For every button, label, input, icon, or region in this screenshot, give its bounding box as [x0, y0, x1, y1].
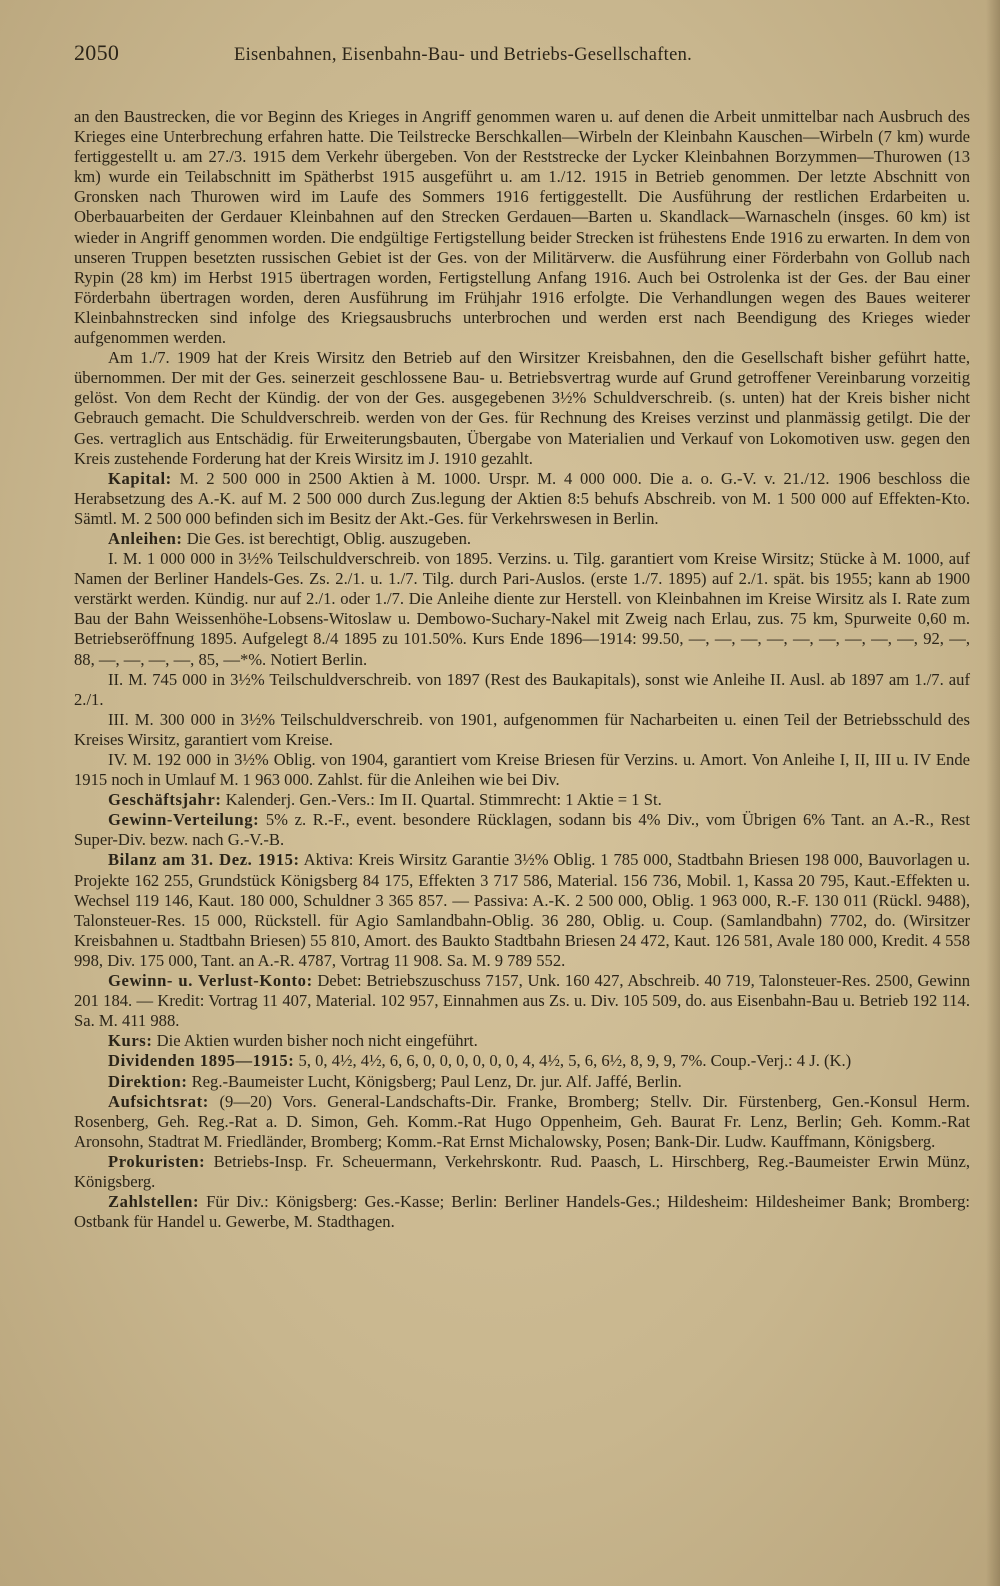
- paragraph-anleihe-2: II. M. 745 000 in 3½% Teilschuldverschreib. von 1897 (Rest des Baukapitals), sonst wie Anleihe II. Ausl. ab 1897 am 1./7. auf 2./1.: [74, 669, 970, 709]
- paragraph-gewinn-verteilung: Gewinn-Verteilung: 5% z. R.-F., event. besondere Rücklagen, sodann bis 4% Div., vom Übrigen 6% Tant. an A.-R., Rest Super-Div. bezw. nach G.-V.-B.: [74, 810, 970, 850]
- page-number: 2050: [74, 40, 120, 65]
- paragraph-kurs: Kurs: Die Aktien wurden bisher noch nicht eingeführt.: [108, 1031, 478, 1051]
- paragraph-construction: an den Baustrecken, die vor Beginn des Krieges in Angriff genommen waren u. auf denen die Arbeit unmittelbar nach Ausbruch des Krieges eine Unterbrechung erfahren hatte. Die Teilstrecke Berschkallen—Wirbeln der Kleinbahn Kauschen—Wirbeln (7 km) wurde fertiggestellt u. am 27./3. 1915 dem Verkehr übergeben. Von der Reststrecke der Lycker Kleinbahnen Borzymmen—Thurowen (13 km) wurde ein Teilabschnitt im Spätherbst 1915 ausgeführt u. am 1./12. 1915 in Betrieb genommen. Der letzte Abschnitt von Gronsken nach Thurowen wird im Laufe des Sommers 1916 fertiggestellt. Die Ausführung der restlichen Erdarbeiten u. Oberbauarbeiten der Gerdauer Kleinbahnen auf den Strecken Gerdauen—Barten u. Skandlack—Warnascheln (insges. 60 km) ist wieder in Angriff genommen worden. Die endgültige Fertigstellung beider Strecken ist frühestens Ende 1916 zu erwarten. In dem von unseren Truppen besetzten russischen Gebiet ist der Ges. von der Militärverw. die Ausführung einer Förderbahn von Gollub nach Rypin (28 km) im Herbst 1915 übertragen worden, Fertigstellung Anfang 1916. Auch bei Ostrolenka ist der Ges. der Bau einer Förderbahn übertragen worden, deren Ausführung im Frühjahr 1916 erfolgte. Die Verhandlungen wegen des Baues weiterer Kleinbahnstrecken sind infolge des Kriegsausbruchs unterbrochen und werden erst nach Beendigung des Krieges wieder aufgenommen werden.: [74, 107, 970, 348]
- paragraph-prokuristen: Prokuristen: Betriebs-Insp. Fr. Scheuermann, Verkehrskontr. Rud. Paasch, L. Hirschberg, Reg.-Baumeister Erwin Münz, Königsberg.: [74, 1151, 970, 1191]
- paragraph-wirsitz: Am 1./7. 1909 hat der Kreis Wirsitz den Betrieb auf den Wirsitzer Kreisbahnen, den die Gesellschaft bisher geführt hatte, übernommen. Der mit der Ges. seinerzeit geschlossene Bau- u. Betriebsvertrag wurde auf Grund getroffener Vereinbarung vorzeitig gelöst. Von dem Recht der Kündig. der von der Ges. ausgegebenen 3½% Schuldverschreib. (s. unten) hat der Kreis bisher nicht Gebrauch gemacht. Die Schuldverschreib. werden von der Ges. für Rechnung des Kreises verzinst und planmässig getilgt. Die der Ges. vertraglich aus Entschädig. für Erweiterungsbauten, Übergabe von Materialien und Verkauf von Lokomotiven usw. gegen den Kreis zustehende Forderung hat der Kreis Wirsitz im J. 1910 gezahlt.: [74, 348, 970, 468]
- paragraph-anleihe-3: III. M. 300 000 in 3½% Teilschuldverschreib. von 1901, aufgenommen für Nacharbeiten u. einen Teil der Betriebsschuld des Kreises Wirsitz, garantiert vom Kreise.: [74, 709, 970, 749]
- paragraph-dividenden: Dividenden 1895—1915: 5, 0, 4½, 4½, 6, 6, 0, 0, 0, 0, 0, 0, 4, 4½, 5, 6, 6½, 8, 9, 9, 7%. Coup.-Verj.: 4 J. (K.): [108, 1051, 852, 1071]
- paragraph-gewinn-verlust: Gewinn- u. Verlust-Konto: Debet: Betriebszuschuss 7157, Unk. 160 427, Abschreib. 40 719, Talonsteuer-Res. 2500, Gewinn 201 184. — Kredit: Vortrag 11 407, Material. 102 957, Einnahmen aus Zs. u. Div. 105 509, do. aus Eisenbahn-Bau u. Betrieb 192 114. Sa. M. 411 988.: [74, 971, 970, 1031]
- paragraph-geschaeftsjahr: Geschäftsjahr: Kalenderj. Gen.-Vers.: Im II. Quartal. Stimmrecht: 1 Aktie = 1 St.: [108, 790, 662, 810]
- page-header: [74, 40, 970, 84]
- paragraph-bilanz: Bilanz am 31. Dez. 1915: Aktiva: Kreis Wirsitz Garantie 3½% Oblig. 1 785 000, Stadtbahn Briesen 198 000, Bauvorlagen u. Projekte 162 255, Grundstück Königsberg 84 175, Effekten 3 717 586, Material. 156 736, Mobil. 1, Kassa 20 795, Kaut.-Effekten u. Wechsel 119 146, Kaut. 180 000, Schuldner 3 365 857. — Passiva: A.-K. 2 500 000, Oblig. 1 963 000, R.-F. 130 011 (Rückl. 9488), Talonsteuer-Res. 15 000, Rückstell. für Agio Samlandbahn-Oblig. 36 280, Oblig. u. Coup. (Samlandbahn) 7702, do. (Wirsitzer Kreisbahnen u. Stadtbahn Briesen) 55 810, Amort. des Baukto Stadtbahn Briesen 24 472, Kaut. 126 581, Avale 180 000, Kredit. 4 558 998, Div. 175 000, Tant. an A.-R. 4787, Vortrag 11 908. Sa. M. 9 789 552.: [74, 850, 970, 970]
- paragraph-direktion: Direktion: Reg.-Baumeister Lucht, Königsberg; Paul Lenz, Dr. jur. Alf. Jaffé, Berlin.: [108, 1071, 682, 1091]
- paragraph-anleihen: Anleihen: Die Ges. ist berechtigt, Oblig. auszugeben.: [108, 528, 472, 548]
- page-edge-shadow: [986, 0, 1000, 1586]
- paragraph-anleihe-4: IV. M. 192 000 in 3½% Oblig. von 1904, garantiert vom Kreise Briesen für Verzins. u. Amort. Von Anleihe I, II, III u. IV Ende 1915 noch in Umlauf M. 1 963 000. Zahlst. für die Anleihen wie bei Div.: [74, 750, 970, 790]
- paragraph-anleihe-1: I. M. 1 000 000 in 3½% Teilschuldverschreib. von 1895. Verzins. u. Tilg. garantiert vom Kreise Wirsitz; Stücke à M. 1000, auf Namen der Berliner Handels-Ges. Zs. 2./1. u. 1./7. Tilg. durch Pari-Auslos. (erste 1./7. 1895) auf 2./1. spät. bis 1955; kann ab 1900 verstärkt werden. Kündig. nur auf 2./1. oder 1./7. Die Anleihe diente zur Herstell. von Kleinbahnen im Kreise Wirsitz als I. Rate zum Bau der Bahn Weissenhöhe-Lobsens-Witoslaw u. Dembowo-Suchary-Nakel mit Zweig nach Erlau, zus. 75 km, Spurweite 0,60 m. Betriebseröffnung 1895. Aufgelegt 8./4 1895 zu 101.50%. Kurs Ende 1896—1914: 99.50, —, —, —, —, —, —, —, —, —, 92, —, 88, —, —, —, —, 85, —*%. Notiert Berlin.: [74, 549, 970, 669]
- paragraph-zahlstellen: Zahlstellen: Für Div.: Königsberg: Ges.-Kasse; Berlin: Berliner Handels-Ges.; Hildesheim: Hildesheimer Bank; Bromberg: Ostbank für Handel u. Gewerbe, M. Stadthagen.: [74, 1192, 970, 1232]
- paragraph-kapital: Kapital: M. 2 500 000 in 2500 Aktien à M. 1000. Urspr. M. 4 000 000. Die a. o. G.-V. v. 21./12. 1906 beschloss die Herabsetzung des A.-K. auf M. 2 500 000 durch Zus.legung der Aktien 8:5 behufs Abschreib. von M. 1 500 000 auf Effekten-Kto. Sämtl. M. 2 500 000 befinden sich im Besitz der Akt.-Ges. für Verkehrswesen in Berlin.: [74, 468, 970, 528]
- paragraph-aufsichtsrat: Aufsichtsrat: (9—20) Vors. General-Landschafts-Dir. Franke, Bromberg; Stellv. Dir. Fürstenberg, Gen.-Konsul Herm. Rosenberg, Geh. Reg.-Rat a. D. Simon, Geh. Komm.-Rat Hugo Oppenheim, Geh. Baurat Fr. Lenz, Berlin; Geh. Komm.-Rat Aronsohn, Stadtrat M. Friedländer, Bromberg; Komm.-Rat Ernst Michalowsky, Posen; Bank-Dir. Ludw. Kauffmann, Königsberg.: [74, 1091, 970, 1151]
- body-text: [74, 107, 970, 1232]
- running-title: Eisenbahnen, Eisenbahn-Bau- und Betriebs-Gesellschaften.: [234, 45, 693, 65]
